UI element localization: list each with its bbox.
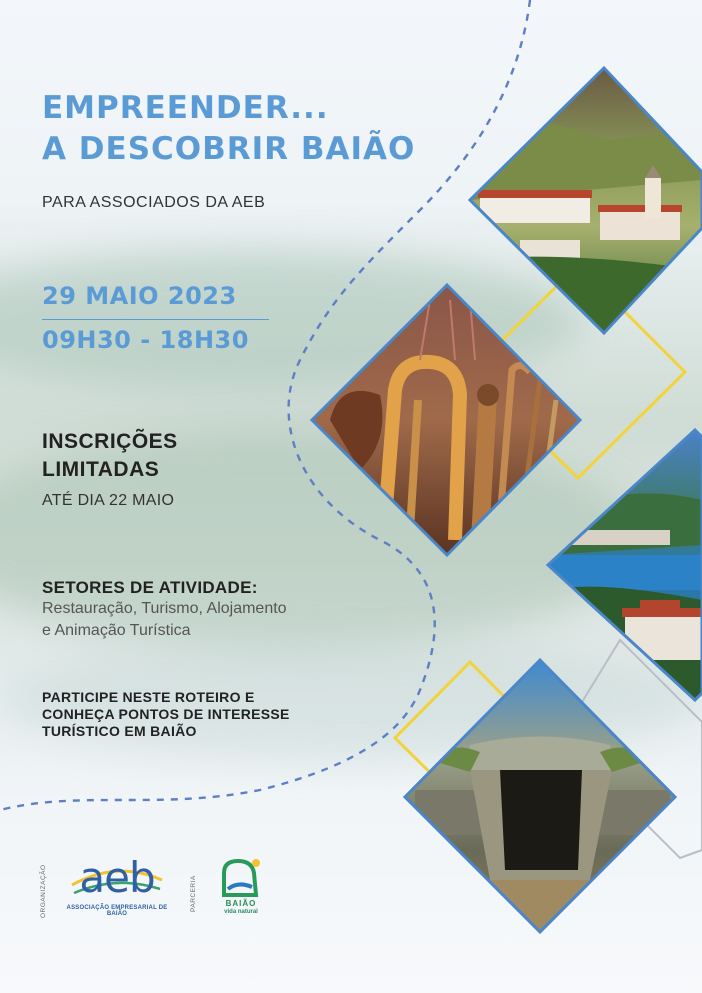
registration-line-2: LIMITADAS <box>42 458 160 481</box>
baiao-tagline: vida natural <box>224 909 258 915</box>
event-date: 29 MAIO 2023 <box>42 282 237 310</box>
baiao-logo-mark-icon <box>216 855 266 899</box>
date-divider <box>42 319 269 320</box>
cta-line-1: PARTICIPE NESTE ROTEIRO E <box>42 689 255 705</box>
cta-line-2: CONHEÇA PONTOS DE INTERESSE <box>42 706 290 722</box>
registration-heading <box>42 428 178 484</box>
sectors-heading: SETORES DE ATIVIDADE: <box>42 578 258 597</box>
registration-deadline: ATÉ DIA 22 MAIO <box>42 492 175 509</box>
aeb-full-name: ASSOCIAÇÃO EMPRESARIAL DE BAIÃO <box>66 905 168 917</box>
organization-label: ORGANIZAÇÃO <box>40 864 47 918</box>
baiao-logo-text: BAIÃO <box>225 899 257 908</box>
sectors-list <box>42 598 287 642</box>
call-to-action <box>42 689 290 740</box>
poster-subtitle: PARA ASSOCIADOS DA AEB <box>42 194 266 211</box>
title-line-2: A DESCOBRIR BAIÃO <box>42 131 416 167</box>
baiao-vida-natural-logo <box>216 855 266 920</box>
cta-line-3: TURÍSTICO EM BAIÃO <box>42 723 197 739</box>
registration-line-1: INSCRIÇÕES <box>42 430 178 453</box>
event-time: 09H30 - 18H30 <box>42 326 249 354</box>
partnership-label: PARCERIA <box>190 875 197 912</box>
photo-dolmen-monument <box>405 660 675 932</box>
photo-carved-walking-sticks <box>312 285 580 555</box>
poster-title <box>42 88 415 170</box>
title-line-1: EMPREENDER... <box>42 90 329 126</box>
aeb-logo-text: aeb <box>79 853 155 902</box>
photo-village-vineyards <box>470 68 702 333</box>
sectors-line-1: Restauração, Turismo, Alojamento <box>42 600 287 617</box>
aeb-logo <box>62 855 172 920</box>
sectors-line-2: e Animação Turística <box>42 622 191 639</box>
